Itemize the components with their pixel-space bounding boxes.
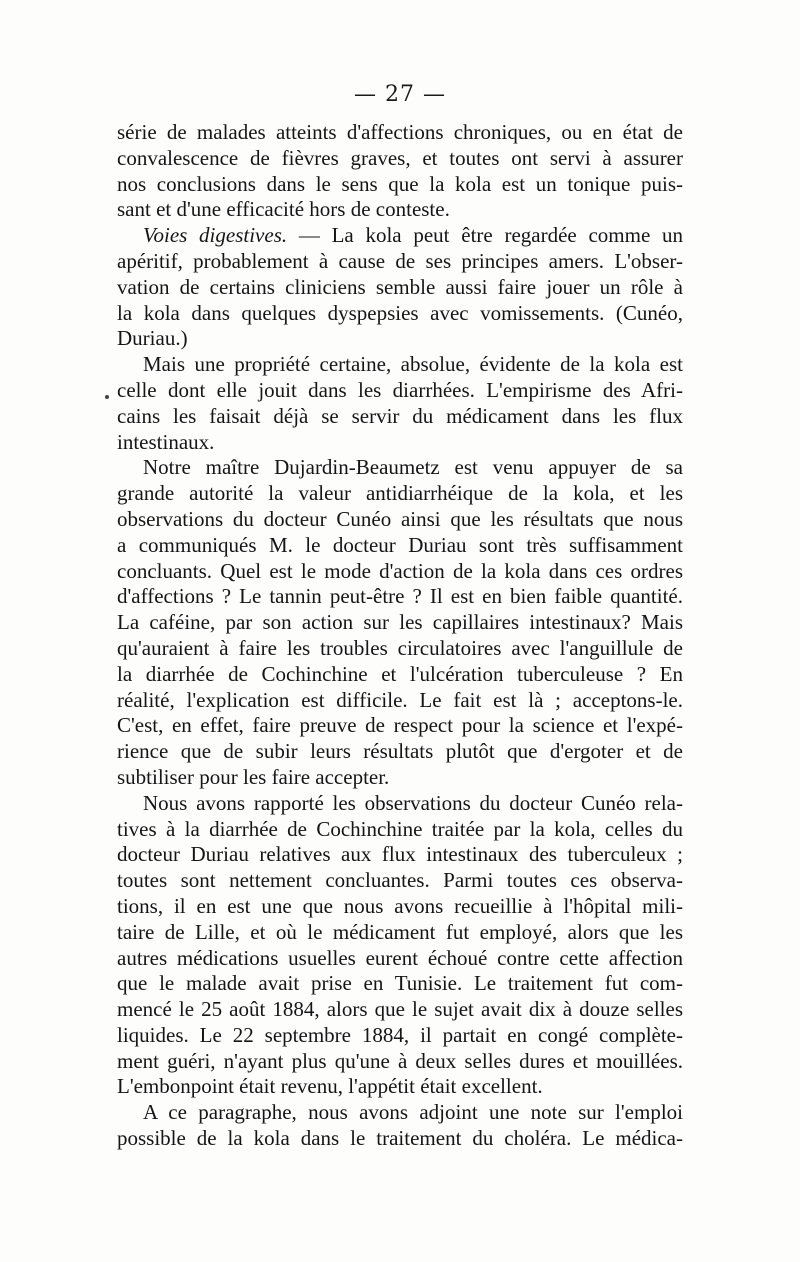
text-line (117, 713, 683, 739)
text-line (117, 1049, 683, 1075)
line-text: cains les faisait déjà se servir du médicament dans les flux (117, 403, 683, 428)
text-line (117, 533, 683, 559)
line-text: la kola dans quelques dyspepsies avec vomissements. (Cunéo, (117, 300, 683, 325)
line-text: rience que de subir leurs résultats plutôt que d'ergoter et de (117, 739, 683, 764)
line-text: nos conclusions dans le sens que la kola est un tonique puis- (117, 171, 683, 196)
page-number: — 27 — (354, 82, 446, 107)
text-line (117, 739, 683, 765)
line-text: subtiliser pour les faire accepter. (117, 764, 390, 789)
text-line (117, 920, 683, 946)
line-text: L'embonpoint était revenu, l'appétit était excellent. (117, 1074, 543, 1099)
text-line (117, 868, 683, 894)
text-line (117, 249, 683, 275)
text-line (117, 636, 683, 662)
line-text: qu'auraient à faire les troubles circulatoires avec l'anguillule de (117, 635, 683, 660)
text-line (117, 894, 683, 920)
text-line (117, 1100, 683, 1126)
line-text: — La kola peut être regardée comme un (287, 223, 683, 248)
line-text: Mais une propriété certaine, absolue, évidente de la kola est (143, 352, 683, 377)
text-line (117, 1074, 683, 1100)
text-line (117, 120, 683, 146)
line-text: série de malades atteints d'affections chroniques, ou en état de (117, 120, 683, 144)
line-text: Duriau.) (117, 326, 188, 351)
text-line (117, 430, 683, 456)
line-text: a communiqués M. le docteur Duriau sont très suffisamment (117, 532, 683, 557)
line-text: vation de certains cliniciens semble aussi faire jouer un rôle à (117, 274, 683, 299)
text-line (117, 946, 683, 972)
line-text: possible de la kola dans le traitement du choléra. Le médica- (117, 1126, 683, 1151)
text-line (117, 378, 683, 404)
line-text: mencé le 25 août 1884, alors que le sujet avait dix à douze selles (117, 997, 683, 1022)
line-text: sant et d'une efficacité hors de conteste. (117, 197, 450, 222)
line-text: autres médications usuelles eurent échoué contre cette affection (117, 945, 683, 970)
text-line (117, 326, 683, 352)
line-text: apéritif, probablement à cause de ses principes amers. L'obser- (117, 248, 683, 273)
text-line (117, 584, 683, 610)
text-line (117, 971, 683, 997)
text-line (117, 791, 683, 817)
line-text: grande autorité la valeur antidiarrhéique de la kola, et les (117, 481, 683, 506)
line-text: taire de Lille, et où le médicament fut employé, alors que les (117, 919, 683, 944)
text-line (117, 301, 683, 327)
text-line (117, 146, 683, 172)
section-heading: Voies digestives. (143, 223, 288, 248)
text-line (117, 275, 683, 301)
line-text: que le malade avait prise en Tunisie. Le traitement fut com- (117, 971, 683, 996)
line-text: tions, il en est une que nous avons recueillie à l'hôpital mili- (117, 893, 683, 918)
line-text: docteur Duriau relatives aux flux intestinaux des tuberculeux ; (117, 842, 683, 867)
line-text: Notre maître Dujardin-Beaumetz est venu appuyer de sa (143, 455, 683, 480)
margin-dot (105, 395, 109, 399)
text-line (117, 352, 683, 378)
line-text: observations du docteur Cunéo ainsi que les résultats que nous (117, 506, 683, 531)
text-line (117, 455, 683, 481)
text-line (117, 765, 683, 791)
text-line (117, 172, 683, 198)
line-text: liquides. Le 22 septembre 1884, il partait en congé complète- (117, 1022, 683, 1047)
text-line (117, 507, 683, 533)
line-text: ment guéri, n'ayant plus qu'une à deux selles dures et mouillées. (117, 1048, 683, 1073)
text-line (117, 1126, 683, 1152)
line-text: Nous avons rapporté les observations du docteur Cunéo rela- (143, 790, 683, 815)
line-text: toutes sont nettement concluantes. Parmi toutes ces observa- (117, 868, 683, 893)
line-text: la diarrhée de Cochinchine et l'ulcération tuberculeuse ? En (117, 661, 683, 686)
line-text: intestinaux. (117, 429, 215, 454)
line-text: tives à la diarrhée de Cochinchine traitée par la kola, celles du (117, 816, 683, 841)
text-line (117, 997, 683, 1023)
line-text: d'affections ? Le tannin peut-être ? Il est en bien faible quantité. (117, 584, 683, 609)
line-text: celle dont elle jouit dans les diarrhées. L'empirisme des Afri- (117, 377, 683, 402)
text-line (117, 662, 683, 688)
text-line (117, 842, 683, 868)
text-line (117, 481, 683, 507)
text-line (117, 197, 683, 223)
line-text: C'est, en effet, faire preuve de respect pour la science et l'expé- (117, 713, 683, 738)
text-line (117, 610, 683, 636)
text-line (117, 1023, 683, 1049)
line-text: réalité, l'explication est difficile. Le fait est là ; acceptons-le. (117, 687, 683, 712)
text-line (117, 404, 683, 430)
line-text: convalescence de fièvres graves, et toutes ont servi à assurer (117, 145, 683, 170)
text-line (117, 817, 683, 843)
text-line (117, 223, 683, 249)
text-line (117, 559, 683, 585)
text-line (117, 688, 683, 714)
line-text: concluants. Quel est le mode d'action de la kola dans ces ordres (117, 558, 683, 583)
line-text: La caféine, par son action sur les capillaires intestinaux? Mais (117, 610, 683, 635)
line-text: A ce paragraphe, nous avons adjoint une note sur l'emploi (143, 1100, 683, 1125)
body-text (117, 120, 683, 1152)
